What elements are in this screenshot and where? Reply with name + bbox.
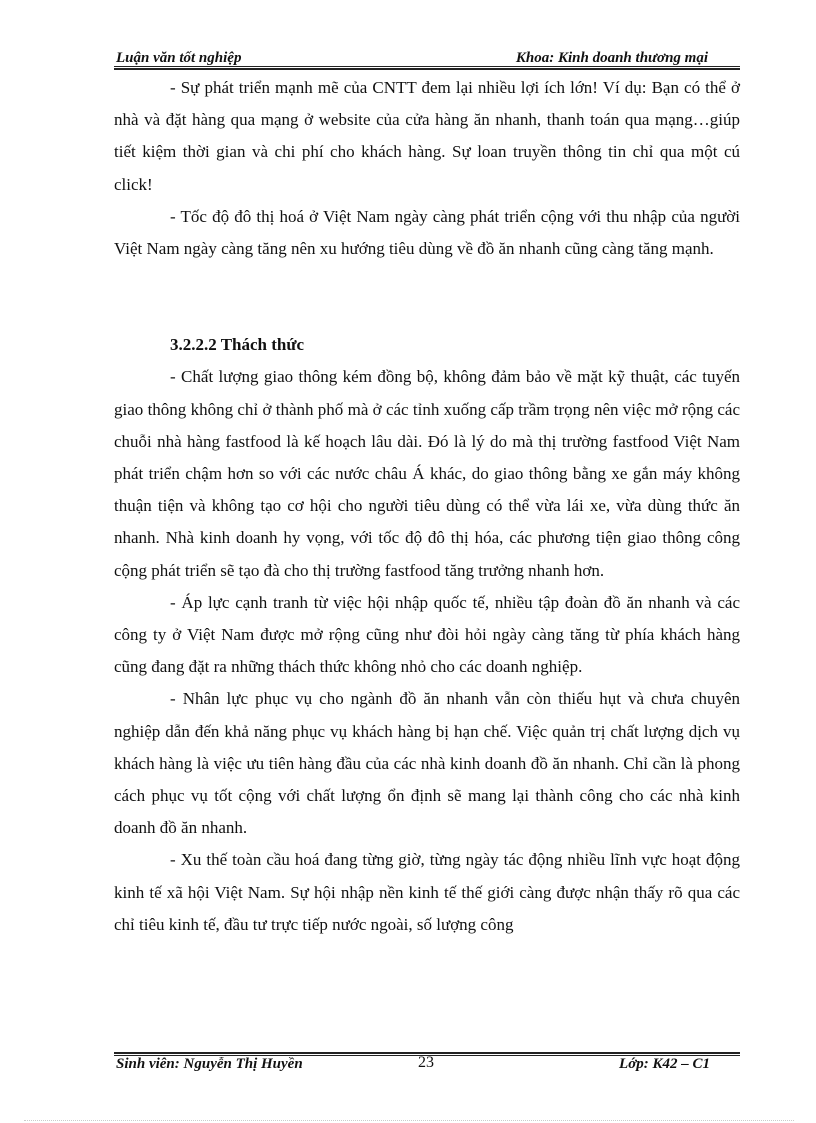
section-title: 3.2.2.2 Thách thức <box>170 335 305 355</box>
paragraph-traffic: - Chất lượng giao thông kém đồng bộ, không đảm bảo về mặt kỹ thuật, các tuyến giao thông không chỉ ở thành phố mà ở các tỉnh xuống cấp trầm trọng nên việc mở rộng các chuỗi nhà hàng fastfood là kế hoạch lâu dài. Đó là lý do mà thị trường fastfood Việt Nam phát triển chậm hơn so với các nước châu Á khác, do giao thông bằng xe gắn máy không thuận tiện và không tạo cơ hội cho người tiêu dùng có thể vừa lái xe, vừa dùng thức ăn nhanh. Nhà kinh doanh hy vọng, với tốc độ đô thị hóa, các phương tiện giao thông công cộng phát triển sẽ tạo đà cho thị trường fastfood tăng trưởng nhanh hơn. <box>114 367 740 580</box>
page-body <box>114 72 740 941</box>
paragraph-globalization: - Xu thế toàn cầu hoá đang từng giờ, từng ngày tác động nhiều lĩnh vực hoạt động kinh tế xã hội Việt Nam. Sự hội nhập nền kinh tế thế giới càng được nhận thấy rõ qua các chỉ tiêu kinh tế, đầu tư trực tiếp nước ngoài, số lượng công <box>114 850 740 934</box>
header-faculty: Khoa: Kinh doanh thương mại <box>515 50 708 66</box>
header-divider <box>114 66 740 70</box>
footer-class: Lớp: K42 – C1 <box>619 1056 710 1072</box>
page-number: 23 <box>418 1054 434 1071</box>
paragraph-it-benefits: - Sự phát triển mạnh mẽ của CNTT đem lại nhiều lợi ích lớn! Ví dụ: Bạn có thể ở nhà và đặt hàng qua mạng ở website của cửa hàng ăn nhanh, thanh toán qua mạng…giúp tiết kiệm thời gian và chi phí cho khách hàng. Sự loan truyền thông tin chỉ qua một cú click! <box>114 78 740 194</box>
paragraph-competition: - Áp lực cạnh tranh từ việc hội nhập quốc tế, nhiều tập đoàn đồ ăn nhanh và các công ty ở Việt Nam được mở rộng cũng như đòi hỏi ngày càng tăng từ phía khách hàng cũng đang đặt ra những thách thức không nhỏ cho các doanh nghiệp. <box>114 592 740 677</box>
paragraph-workforce: - Nhân lực phục vụ cho ngành đồ ăn nhanh vẫn còn thiếu hụt và chưa chuyên nghiệp dẫn đến khả năng phục vụ khách hàng bị hạn chế. Việc quản trị chất lượng dịch vụ khách hàng là việc ưu tiên hàng đầu của các nhà kinh doanh đồ ăn nhanh. Chỉ cần là phong cách phục vụ tốt cộng với chất lượng ổn định sẽ mang lại thành công cho các nhà kinh doanh đồ ăn nhanh. <box>114 689 740 838</box>
footer-student-name: Sinh viên: Nguyễn Thị Huyền <box>116 1056 303 1072</box>
section-spacer <box>114 265 740 329</box>
header-thesis-title: Luận văn tốt nghiệp <box>116 50 242 66</box>
page-footer <box>114 1056 740 1078</box>
page-edge-line <box>24 1120 794 1121</box>
paragraph-urbanization: - Tốc độ đô thị hoá ở Việt Nam ngày càng phát triển cộng với thu nhập của người Việt Nam ngày càng tăng nên xu hướng tiêu dùng về đồ ăn nhanh cũng càng tăng mạnh. <box>114 206 740 259</box>
